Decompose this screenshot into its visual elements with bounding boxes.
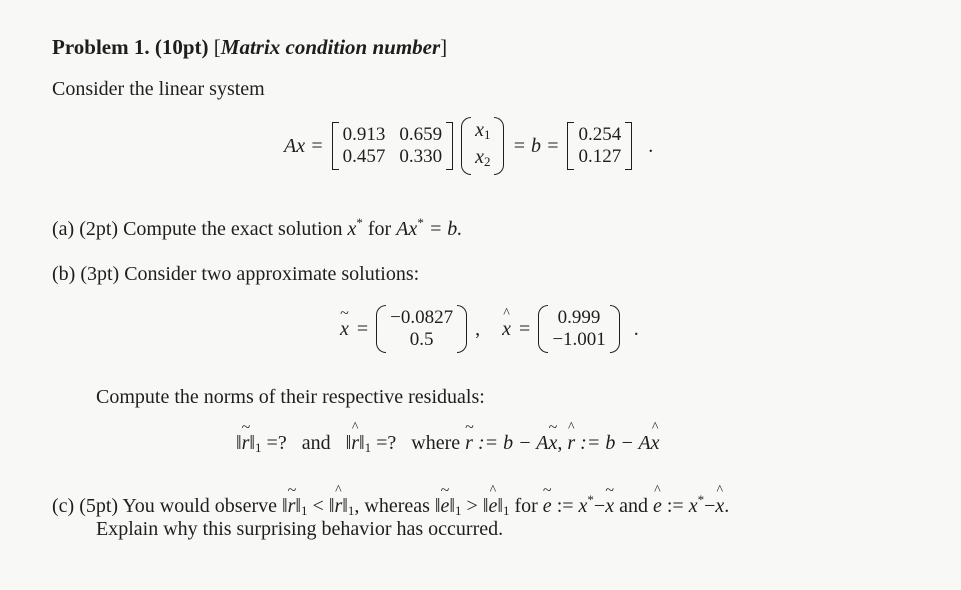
- vector-x-hat: [538, 305, 619, 353]
- matrix-cell: 0.457: [342, 146, 386, 167]
- intro-text: Consider the linear system: [52, 78, 265, 100]
- vector-b-entry: 0.127: [578, 146, 622, 167]
- vector-x-tilde: [376, 305, 467, 353]
- linear-system: [284, 117, 653, 175]
- part-a-text: Compute the exact solution: [123, 218, 343, 240]
- part-c-points: (5pt): [79, 495, 119, 517]
- part-c-line2: Explain why this surprising behavior has occurred.: [96, 518, 504, 540]
- vector-x-entry: $x_1$: [475, 119, 491, 142]
- vector-x: [461, 117, 504, 175]
- problem-title: Matrix condition number: [220, 35, 441, 59]
- matrix-cell: 0.913: [342, 124, 386, 145]
- vector-x-entry: $x_2$: [475, 146, 491, 169]
- part-a-points: (2pt): [79, 218, 119, 240]
- system-period: .: [648, 134, 654, 157]
- part-a: (a) (2pt) Compute the exact solution x* for Ax* = b.: [52, 215, 463, 240]
- x-tilde-symbol: x ~: [340, 318, 349, 341]
- part-b-label: (b): [52, 263, 76, 285]
- x-hat-entry: 0.999: [557, 307, 601, 328]
- matrix-A: [332, 122, 454, 170]
- part-a-label: (a): [52, 218, 75, 240]
- vector-b-entry: 0.254: [578, 124, 622, 145]
- part-c-label: (c): [52, 495, 75, 517]
- system-lhs: Ax =: [284, 134, 324, 157]
- x-tilde-entry: −0.0827: [390, 307, 454, 328]
- part-b-points: (3pt): [80, 263, 120, 285]
- matrix-cell: 0.659: [399, 124, 443, 145]
- residual-norms: ‖r $\sim‖_1$ =? and ‖r $\^{}‖_1$ =? where r ~ := b − Ax ~, r ^ := b − Ax ^: [236, 432, 660, 456]
- matrix-cell: 0.330: [399, 146, 443, 167]
- title-open-bracket: [: [213, 35, 221, 59]
- title-close-bracket: ]: [440, 35, 448, 59]
- vector-b: [567, 122, 632, 170]
- x-hat-symbol: x ^: [502, 318, 511, 341]
- residual-prompt: Compute the norms of their respective residuals:: [96, 386, 485, 408]
- part-b: [52, 263, 419, 286]
- x-tilde-entry: 0.5: [409, 329, 434, 350]
- part-b-text: Consider two approximate solutions:: [124, 263, 420, 285]
- part-c-line1: (c) (5pt) You would observe ‖r $\sim‖_1$ < ‖r $\^{}‖_1$, whereas ‖e $\sim‖_1$ > ‖e $\^{}‖_1$ for e ~ := x*−x ~ and e ^ := x*−x ^.: [52, 492, 729, 519]
- problem-points: (10pt): [154, 35, 209, 59]
- approx-solutions: x ~ = −0.0827 0.5 , x ^ = 0.999 −1.001 .: [340, 305, 639, 353]
- x-hat-entry: −1.001: [552, 329, 606, 350]
- problem-label: Problem 1.: [52, 35, 150, 59]
- equals-b: = b =: [512, 134, 560, 157]
- problem-heading: [52, 35, 447, 60]
